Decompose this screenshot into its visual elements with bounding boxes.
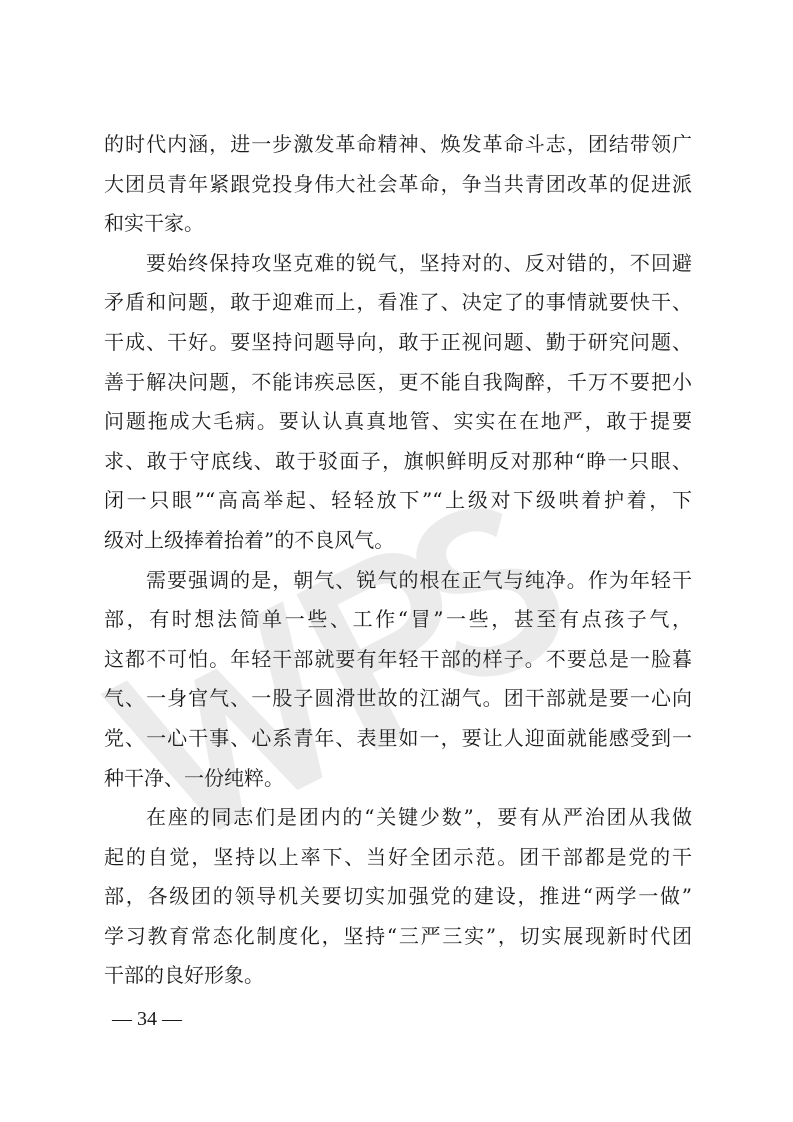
- text-line: 要始终保持攻坚克难的锐气，坚持对的、反对错的，不回避: [146, 250, 692, 275]
- text-line: 善于解决问题，不能讳疾忌医，更不能自我陶醉，千万不要把小: [104, 369, 692, 394]
- text-line: 起的自觉，坚持以上率下、当好全团示范。团干部都是党的干: [104, 844, 692, 869]
- text-line: 在座的同志们是团内的“关键少数”，要有从严治团从我做: [146, 805, 692, 830]
- paragraph-4: [104, 798, 692, 996]
- text-line: 大团员青年紧跟党投身伟大社会革命，争当共青团改革的促进派: [104, 171, 692, 196]
- text-line: 和实干家。: [104, 211, 204, 236]
- text-line: 部，有时想法简单一些、工作“冒”一些，甚至有点孩子气，: [104, 607, 692, 632]
- text-line: 级对上级捧着抬着”的不良风气。: [104, 527, 395, 552]
- text-line: 需要强调的是，朝气、锐气的根在正气与纯净。作为年轻干: [146, 567, 692, 592]
- text-line: 学习教育常态化制度化，坚持“三严三实”，切实展现新时代团: [104, 923, 692, 948]
- body-text: [104, 125, 692, 996]
- text-line: 闭一只眼”“高高举起、轻轻放下”“上级对下级哄着护着，下: [104, 488, 692, 513]
- text-line: 这都不可怕。年轻干部就要有年轻干部的样子。不要总是一脸暮: [104, 646, 692, 671]
- paragraph-2: [104, 244, 692, 561]
- text-line: 党、一心干事、心系青年、表里如一，要让人迎面就能感受到一: [104, 725, 692, 750]
- text-line: 的时代内涵，进一步激发革命精神、焕发革命斗志，团结带领广: [104, 132, 692, 156]
- paragraph-3: [104, 561, 692, 799]
- paragraph-1: [104, 125, 692, 244]
- text-line: 气、一身官气、一股子圆滑世故的江湖气。团干部就是要一心向: [104, 686, 692, 711]
- page-number: — 34 —: [112, 1008, 182, 1030]
- text-line: 种干净、一份纯粹。: [104, 765, 284, 790]
- text-line: 矛盾和问题，敢于迎难而上，看准了、决定了的事情就要快干、: [104, 290, 692, 315]
- text-line: 干成、干好。要坚持问题导向，敢于正视问题、勤于研究问题、: [104, 329, 692, 354]
- text-line: 干部的良好形象。: [104, 963, 264, 988]
- text-line: 问题拖成大毛病。要认认真真地管、实实在在地严，敢于提要: [104, 409, 692, 434]
- text-line: 部，各级团的领导机关要切实加强党的建设，推进“两学一做”: [104, 884, 692, 909]
- text-line: 求、敢于守底线、敢于驳面子，旗帜鲜明反对那种“睁一只眼、: [104, 448, 692, 473]
